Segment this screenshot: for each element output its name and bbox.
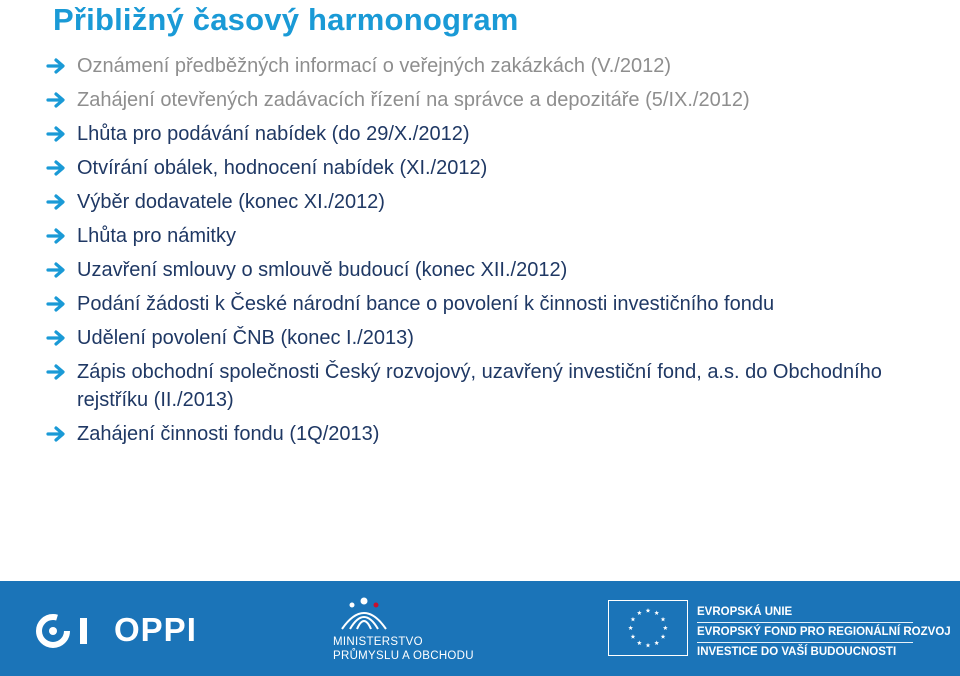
arrow-right-icon [46, 56, 68, 76]
ministry-logo-text [333, 635, 474, 663]
eu-star-icon [661, 634, 666, 639]
eu-star-icon [628, 625, 633, 630]
arrow-right-icon [46, 158, 68, 178]
arrow-right-icon [46, 362, 68, 382]
timeline-item-text: Zahájení činnosti fondu (1Q/2013) [77, 423, 380, 445]
ministry-line: MINISTERSTVO [333, 636, 423, 648]
eu-logo-text [697, 604, 951, 661]
timeline-item-text: Lhůta pro podávání nabídek (do 29/X./2012) [77, 123, 470, 145]
ministry-emblem-icon [334, 595, 394, 631]
arrow-right-icon [46, 90, 68, 110]
eu-star-icon [631, 634, 636, 639]
arrow-right-icon [46, 124, 68, 144]
page-title: Přibližný časový harmonogram [53, 2, 519, 37]
oppi-emblem-icon [34, 611, 104, 651]
arrow-right-icon [46, 328, 68, 348]
timeline-item [46, 324, 906, 352]
eu-star-icon [654, 641, 659, 646]
timeline-item [46, 256, 906, 284]
timeline-item-text: Výběr dodavatele (konec XI./2012) [77, 191, 385, 213]
timeline-item [46, 188, 906, 216]
eu-line: INVESTICE DO VAŠÍ BUDOUCNOSTI [697, 646, 897, 658]
eu-star-icon [654, 610, 659, 615]
timeline-item [46, 290, 906, 318]
eu-star-icon [646, 608, 651, 613]
eu-star-icon [663, 625, 668, 630]
timeline-item [46, 86, 906, 114]
footer-logo-bar [0, 581, 960, 676]
timeline-item [46, 222, 906, 250]
eu-divider [697, 642, 913, 643]
eu-star-icon [631, 617, 636, 622]
eu-star-icon [661, 617, 666, 622]
arrow-right-icon [46, 192, 68, 212]
timeline-item [46, 420, 906, 448]
eu-line: EVROPSKÁ UNIE [697, 606, 793, 618]
timeline-item-text: Udělení povolení ČNB (konec I./2013) [77, 327, 414, 349]
timeline-item-text: Oznámení předběžných informací o veřejných zakázkách (V./2012) [77, 55, 672, 77]
timeline-item [46, 358, 906, 414]
timeline-item-text: Uzavření smlouvy o smlouvě budoucí (konec XII./2012) [77, 259, 568, 281]
eu-divider [697, 622, 913, 623]
eu-star-icon [646, 643, 651, 648]
oppi-logo [34, 611, 234, 651]
arrow-right-icon [46, 226, 68, 246]
timeline-item [46, 154, 906, 182]
ministry-line: PRŮMYSLU A OBCHODU [333, 650, 474, 662]
arrow-right-icon [46, 260, 68, 280]
timeline-list [46, 52, 906, 454]
timeline-item-text: Zahájení otevřených zadávacích řízení na správce a depozitáře (5/IX./2012) [77, 89, 750, 111]
timeline-item-text: Podání žádosti k České národní bance o povolení k činnosti investičního fondu [77, 293, 775, 315]
eu-flag-icon [608, 600, 688, 656]
timeline-item [46, 52, 906, 80]
timeline-item-text: Lhůta pro námitky [77, 225, 236, 247]
eu-star-icon [637, 641, 642, 646]
oppi-logo-text: OPPI [114, 611, 197, 648]
eu-line: EVROPSKÝ FOND PRO REGIONÁLNÍ ROZVOJ [697, 626, 951, 638]
arrow-right-icon [46, 424, 68, 444]
timeline-item [46, 120, 906, 148]
timeline-item-text: Otvírání obálek, hodnocení nabídek (XI./2012) [77, 157, 488, 179]
arrow-right-icon [46, 294, 68, 314]
eu-star-icon [637, 610, 642, 615]
timeline-item-text: Zápis obchodní společnosti Český rozvojový, uzavřený investiční fond, a.s. do Obchodního rejstříku (II./2013) [77, 361, 882, 411]
